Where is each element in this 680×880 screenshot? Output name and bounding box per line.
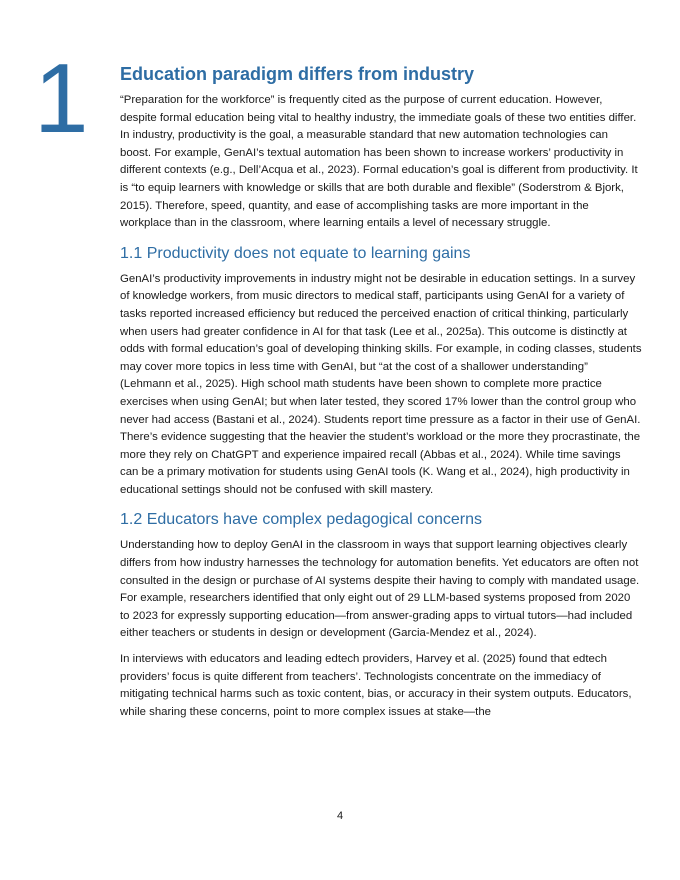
page-number: 4 (336, 810, 344, 822)
section-paragraph: Understanding how to deploy GenAI in the classroom in ways that support learning objectives clearly differs from how industry harnesses the technology for automation benefits. Yet educators are often not consulted in the design or purchase of AI systems despite their having to comply with mandated usage. For example, researchers identified that only eight out of 29 LLM-based systems proposed from 2020 to 2023 for expressly supporting education—from answer-grading apps to virtual tutors—had included either teachers or students in design or development (Garcia-Mendez et al., 2024). (120, 539, 640, 640)
page-content (120, 62, 642, 729)
chapter-intro-paragraph: “Preparation for the workforce” is frequently cited as the purpose of current education. However, despite formal education being vital to healthy industry, the immediate goals of these two entities differ. In industry, productivity is the goal, a measurable standard that new automation technologies can boost. For example, GenAI’s textual automation has been shown to increase workers’ productivity in different contexts (e.g., Dell’Acqua et al., 2023). Formal education’s goal is different from productivity. It is “to equip learners with knowledge or skills that are both durable and flexible” (Soderstrom & Bjork, 2015). Therefore, speed, quantity, and ease of accomplishing tasks are more important in the workplace than in the classroom, where learning entails a level of necessary struggle. (120, 94, 638, 230)
section-title-productivity: 1.1 Productivity does not equate to learning gains (120, 244, 471, 262)
section-paragraph: GenAI’s productivity improvements in industry might not be desirable in education settings. In a survey of knowledge workers, from music directors to medical staff, participants using GenAI for a variety of tasks reported increased efficiency but reduced the perceived enaction of critical thinking, particularly when users had greater confidence in AI for that task (Lee et al., 2025a). This outcome is distinctly at odds with formal education’s goal of developing thinking skills. For example, in coding classes, students may cover more topics in less time with GenAI, but “at the cost of a shallower understanding” (Lehmann et al., 2025). High school math students have been shown to complete more practice exercises when using GenAI; but when later tested, they scored 17% lower than the control group who never had access (Bastani et al., 2024). Students report time pressure as a factor in their use of GenAI. There’s evidence suggesting that the heavier the student’s workload or the more they procrastinate, the more they rely on ChatGPT and experience impaired recall (Abbas et al., 2024). While time savings can be a primary motivation for students using GenAI tools (K. Wang et al., 2024), high productivity in educational settings should not be confused with skill mastery. (120, 272, 642, 496)
section-paragraph: In interviews with educators and leading edtech providers, Harvey et al. (2025) found that edtech providers’ focus is quite different from teachers’. Technologists concentrate on the immediacy of mitigating technical harms such as toxic content, bias, or accuracy in their system outputs. Educators, while sharing these concerns, point to more complex issues at stake—the (120, 653, 632, 718)
chapter-number: 1 (34, 43, 89, 153)
chapter-title: Education paradigm differs from industry (120, 64, 475, 84)
section-title-educators: 1.2 Educators have complex pedagogical concerns (120, 511, 482, 529)
